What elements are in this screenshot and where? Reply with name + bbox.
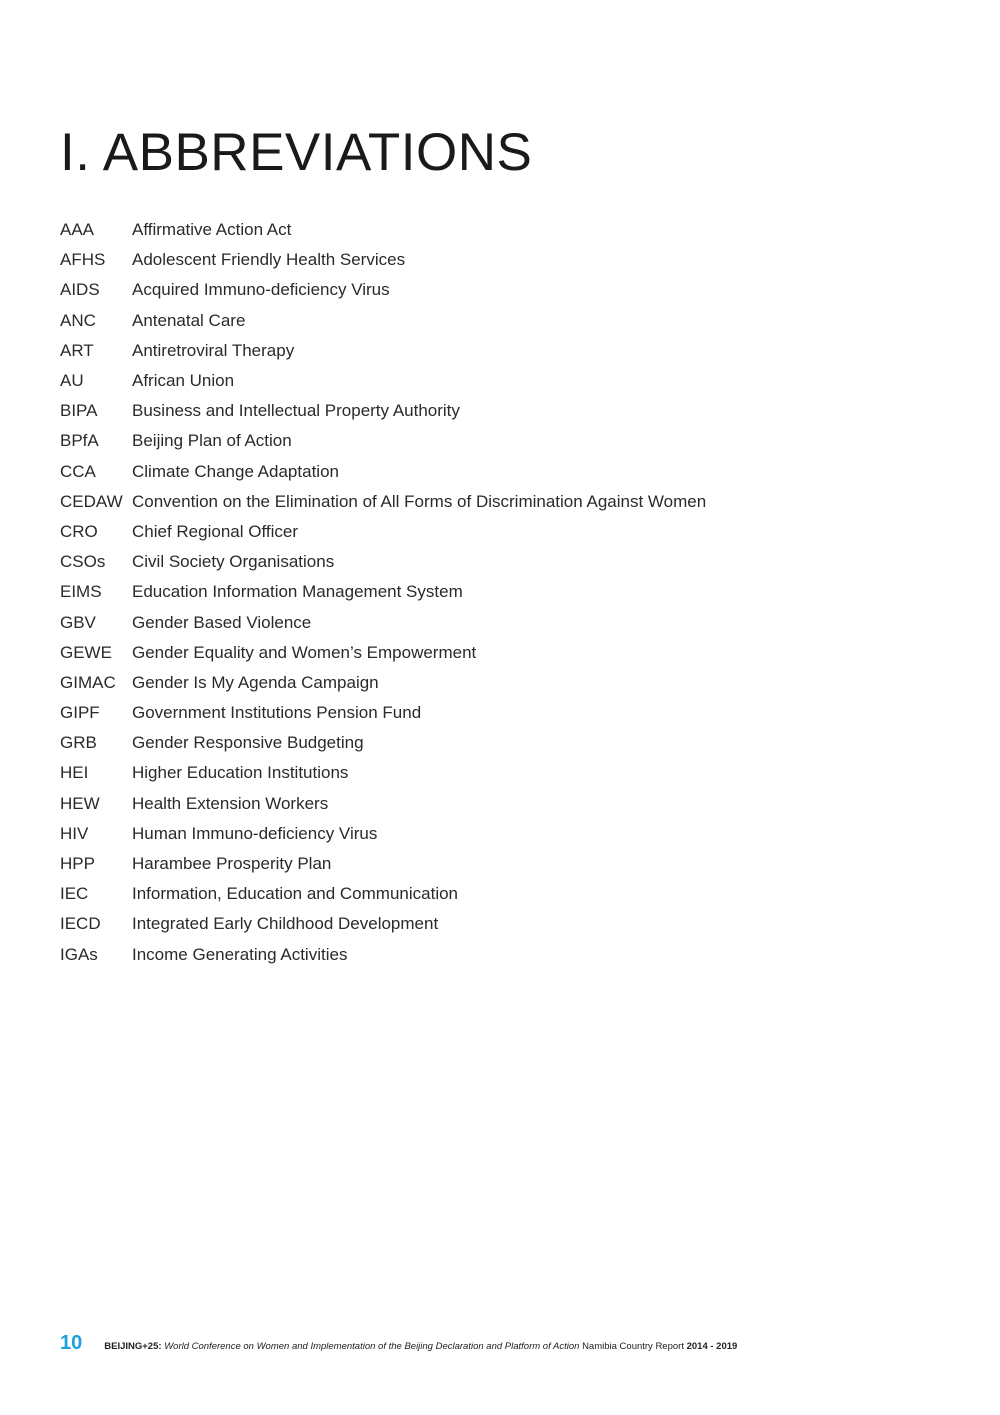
abbreviation-code: CSOs <box>60 552 106 572</box>
abbreviation-row <box>60 426 820 456</box>
abbreviation-row <box>60 245 820 275</box>
abbreviation-code: IGAs <box>60 944 98 964</box>
abbreviation-code: AAA <box>60 220 95 240</box>
abbreviation-row <box>60 638 820 668</box>
abbreviation-definition: Income Generating Activities <box>132 944 348 964</box>
abbreviation-definition: Climate Change Adaptation <box>132 461 339 481</box>
footer-italic-title: World Conference on Women and Implementation of the Beijing Declaration and Platform of Action <box>164 1341 580 1352</box>
abbreviation-row <box>60 758 820 788</box>
abbreviation-definition: Harambee Prosperity Plan <box>132 854 332 874</box>
abbreviation-code: ART <box>60 340 94 360</box>
abbreviation-code: AU <box>60 371 84 391</box>
footer-report-label: Namibia Country Report <box>582 1341 684 1352</box>
abbreviation-definition: Gender Equality and Women’s Empowerment <box>132 642 477 662</box>
abbreviation-row <box>60 366 820 396</box>
abbreviation-definition: Affirmative Action Act <box>132 220 292 240</box>
abbreviation-row <box>60 879 820 909</box>
abbreviation-definition: Integrated Early Childhood Development <box>132 914 439 934</box>
abbreviation-definition: Gender Responsive Budgeting <box>132 733 364 753</box>
page-footer <box>60 1332 737 1355</box>
abbreviation-definition: Gender Based Violence <box>132 612 312 632</box>
abbreviation-code: BPfA <box>60 431 99 451</box>
abbreviation-row <box>60 517 820 547</box>
footer-prefix: BEIJING+25: <box>104 1341 162 1352</box>
footer-caption <box>104 1341 737 1352</box>
abbreviation-definition: Human Immuno-deficiency Virus <box>132 823 378 843</box>
abbreviation-code: GIPF <box>60 703 100 723</box>
abbreviation-code: IEC <box>60 884 89 904</box>
abbreviation-code: HEI <box>60 763 89 783</box>
abbreviation-definition: Information, Education and Communication <box>132 884 459 904</box>
abbreviation-definition: Antiretroviral Therapy <box>132 340 295 360</box>
abbreviation-code: CCA <box>60 461 96 481</box>
abbreviation-definition: Antenatal Care <box>132 310 246 330</box>
abbreviation-row <box>60 909 820 939</box>
abbreviation-definition: Chief Regional Officer <box>132 521 298 541</box>
abbreviation-code: GRB <box>60 733 97 753</box>
abbreviation-code: GIMAC <box>60 672 116 692</box>
abbreviation-definition: Civil Society Organisations <box>132 552 335 572</box>
footer-years: 2014 - 2019 <box>686 1341 738 1352</box>
abbreviation-definition: Higher Education Institutions <box>132 763 349 783</box>
abbreviation-code: IECD <box>60 914 101 934</box>
abbreviation-code: HPP <box>60 854 95 874</box>
abbreviation-definition: Education Information Management System <box>132 582 463 602</box>
abbreviation-code: CRO <box>60 521 98 541</box>
abbreviation-definition: Convention on the Elimination of All Forms of Discrimination Against Women <box>132 491 707 511</box>
abbreviation-definition: Government Institutions Pension Fund <box>132 703 422 723</box>
abbreviation-row <box>60 336 820 366</box>
abbreviation-definition: Adolescent Friendly Health Services <box>132 250 406 270</box>
abbreviation-definition: Health Extension Workers <box>132 793 329 813</box>
abbreviation-code: BIPA <box>60 401 98 421</box>
abbreviation-row <box>60 215 820 245</box>
abbreviation-code: CEDAW <box>60 491 123 511</box>
abbreviation-row <box>60 607 820 637</box>
page-number: 10 <box>60 1332 83 1354</box>
abbreviation-code: AIDS <box>60 280 100 300</box>
abbreviation-definition: Business and Intellectual Property Authority <box>132 401 460 421</box>
abbreviation-row <box>60 306 820 336</box>
abbreviation-code: GEWE <box>60 642 112 662</box>
abbreviation-row <box>60 275 820 305</box>
abbreviation-definition: Acquired Immuno-deficiency Virus <box>132 280 390 300</box>
abbreviation-row <box>60 728 820 758</box>
abbreviation-definition: African Union <box>132 371 235 391</box>
abbreviation-row <box>60 819 820 849</box>
abbreviation-code: HIV <box>60 823 89 843</box>
abbreviation-row <box>60 457 820 487</box>
page-title: I. ABBREVIATIONS <box>60 123 533 182</box>
abbreviation-definition: Gender Is My Agenda Campaign <box>132 672 379 692</box>
abbreviation-row <box>60 789 820 819</box>
abbreviation-row <box>60 487 820 517</box>
abbreviation-code: EIMS <box>60 582 102 602</box>
abbreviation-code: GBV <box>60 612 96 632</box>
abbreviation-code: HEW <box>60 793 100 813</box>
abbreviation-definition: Beijing Plan of Action <box>132 431 292 451</box>
abbreviation-row <box>60 668 820 698</box>
abbreviation-row <box>60 940 820 970</box>
abbreviation-row <box>60 547 820 577</box>
abbreviation-list <box>60 215 820 970</box>
abbreviation-row <box>60 849 820 879</box>
abbreviation-code: AFHS <box>60 250 106 270</box>
abbreviation-code: ANC <box>60 310 96 330</box>
abbreviation-row <box>60 577 820 607</box>
abbreviation-row <box>60 396 820 426</box>
abbreviation-row <box>60 698 820 728</box>
